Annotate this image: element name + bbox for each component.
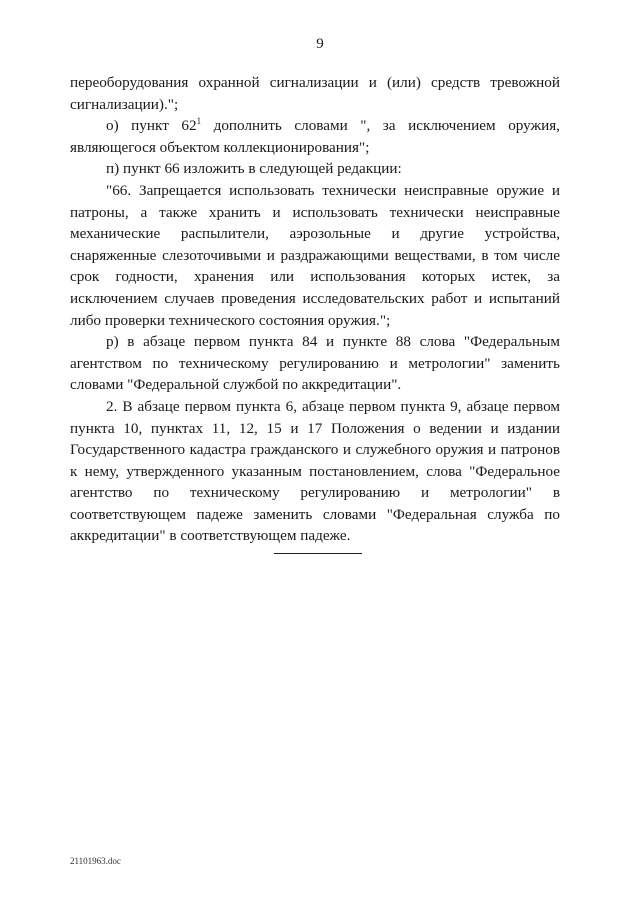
paragraph-item-o-end: дополнить словами ", за исключением оружия, являющегося объектом коллекционирования"; [70,117,560,156]
paragraph-section-2: 2. В абзаце первом пункта 6, абзаце первом пункта 9, абзаце первом пункта 10, пунктах 11, 12, 15 и 17 Положения о ведении и издании Государственного кадастра гражданского и служебного оружия и патронов к нему, утвержденного указанным постановлением, слова "Федеральное агентство по техническому регулированию и метрологии" в соответствующем падеже заменить словами "Федеральная служба по аккредитации" в соответствующем падеже. [70,397,560,545]
paragraph-item-r: р) в абзаце первом пункта 84 и пункте 88 слова "Федеральным агентством по техническому регулированию и метрологии" заменить словами "Федеральной службой по аккредитации". [70,333,560,394]
end-divider-line [274,553,362,554]
document-body [70,72,560,547]
paragraph-item-p: п) пункт 66 изложить в следующей редакции: [106,160,402,178]
superscript-index: 1 [196,116,202,127]
footer-doc-id: 21101963.doc [70,856,121,866]
paragraph-continuation: переоборудования охранной сигнализации и (или) средств тревожной сигнализации)."; [70,74,560,113]
page-number: 9 [316,36,324,52]
paragraph-item-o-start: о) пункт 62 [106,117,197,135]
paragraph-item-o [70,115,560,158]
paragraph-clause-66: "66. Запрещается использовать технически неисправные оружие и патроны, а также хранить и использовать технически неисправные механические распылители, аэрозольные и другие устройства, снаряженные слезоточивыми и раздражающими веществами, в том числе срок годности, хранения или использования которых истек, за исключением случаев проведения исследовательских работ и испытаний либо проверки технического состояния оружия."; [70,181,560,329]
